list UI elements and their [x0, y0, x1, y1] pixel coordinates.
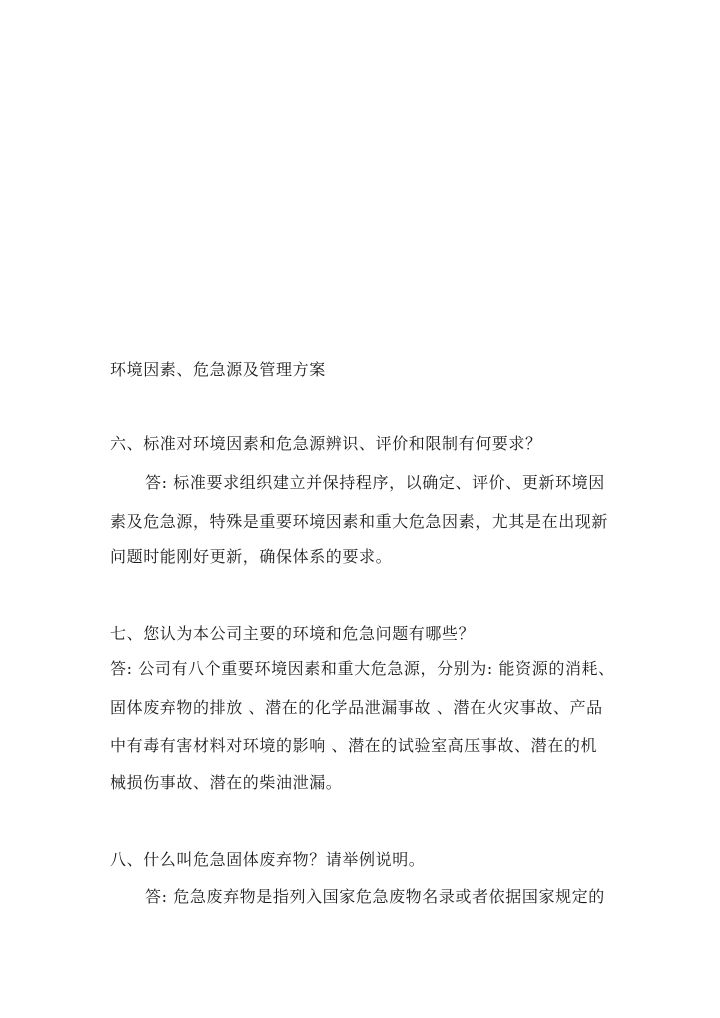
- question-8: 八、什么叫危急固体废弃物？请举例说明。: [110, 850, 426, 869]
- answer-7-line-3: 中有毒有害材料对环境的影响 、潜在的试验室高压事故、潜在的机: [110, 736, 598, 755]
- question-7: 七、您认为本公司主要的环境和危急问题有哪些？: [110, 624, 476, 643]
- answer-8-line-1: 答: 危急废弃物是指列入国家危急废物名录或者依据国家规定的: [145, 887, 605, 906]
- answer-6-line-2: 素及危急源，特殊是重要环境因素和重大危急因素，尤其是在出现新: [110, 512, 609, 531]
- answer-6-line-3: 问题时能刚好更新，确保体系的要求。: [110, 547, 393, 566]
- section-heading: 环境因素、危急源及管理方案: [110, 360, 326, 379]
- answer-7-line-4: 械损伤事故、潜在的柴油泄漏。: [110, 773, 343, 792]
- answer-6-line-1: 答: 标准要求组织建立并保持程序，以确定、评价、更新环境因: [145, 473, 605, 492]
- question-6: 六、标准对环境因素和危急源辨识、评价和限制有何要求？: [110, 434, 542, 453]
- answer-7-line-1: 答: 公司有八个重要环境因素和重大危急源，分别为: 能资源的消耗、: [110, 659, 615, 678]
- answer-7-line-2: 固体废弃物的排放 、潜在的化学品泄漏事故 、潜在火灾事故、产品: [110, 698, 603, 717]
